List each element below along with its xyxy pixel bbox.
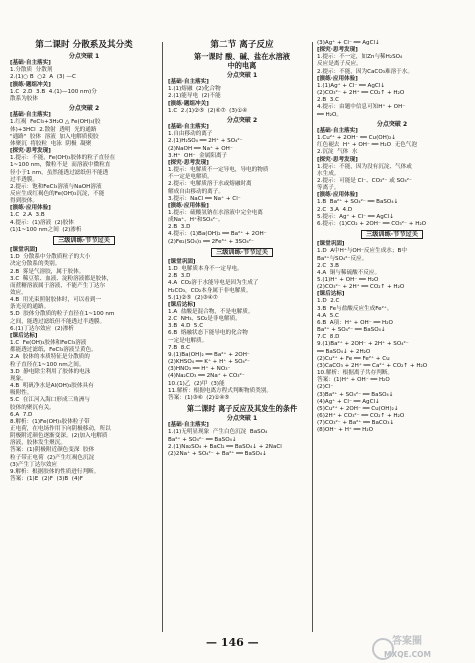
answer-line: 2.提示：可能是 Cl⁻、CO₃²⁻ 或 SO₄²⁻: [317, 177, 412, 184]
section-heading: 分点突破 1: [226, 415, 258, 423]
answer-line: (2)Cu²⁺ + Fe ══ Fe²⁺ + Cu: [317, 355, 390, 362]
answer-line: 红色褪去 H⁺ + OH⁻ ══ H₂O 无色气泡: [317, 142, 417, 149]
answer-line: 2.(1)○ B ○2 A (3) —C: [10, 74, 76, 81]
answer-line: 6.(1)丁达尔效应 (2)渗析: [10, 325, 74, 332]
answer-line: 1~100 nm，微粒不是 而溶液中微粒直: [10, 162, 111, 169]
lesson-title-line-2: 中的电离: [227, 61, 257, 70]
answer-line: 1.提示：电解质不一定导电，导电的物质: [168, 167, 269, 174]
answer-line: 2.C 3.B: [317, 262, 339, 269]
answer-line: 4.B 明矾净水是Al(OH)₃胶体具有: [10, 383, 94, 390]
answer-line: H₂CO₃，CO₂本身属于非电解质。: [168, 287, 252, 294]
answer-line: 2.(1)H₂SO₄ ══ 2H⁺ + SO₄²⁻: [168, 138, 243, 145]
answer-line: 6.B A项：H⁺ + OH⁻ ══ H₂O: [317, 319, 393, 326]
answer-line: 答案：(1)阴极附近颜色变深 胶体: [10, 447, 95, 454]
answer-line: 3.H⁺ OH⁻ 金属阳离子: [168, 152, 228, 159]
answer-line: 10.解析：根据离子共存判断。: [317, 370, 394, 377]
lesson-title: 第二课时 离子反应及其发生的条件: [186, 404, 298, 414]
answer-line: 1.C 2.(1)②⑤ (2)⑥⑦ (3)①④: [168, 107, 248, 114]
watermark-text: 答案圈: [392, 636, 422, 647]
answer-line: 1.(1)熔融 (2)化合物: [168, 86, 221, 93]
page-number: — 146 —: [206, 636, 259, 649]
answer-line: [基础·自主落实]: [10, 60, 51, 67]
answer-line: "通路" 胶体 溶液 加入电解质使胶: [10, 133, 99, 140]
answer-line: 答案：(1)E (2)F (3)B (4)F: [10, 476, 83, 483]
answer-line: 1.自由移动的离子: [168, 131, 213, 138]
answer-line: 胶体的聚沉有关。: [10, 404, 55, 411]
answer-line: 2.沉淀 气体 水: [317, 149, 358, 156]
watermark-url: MXQE.COM: [384, 650, 431, 659]
answer-line: 5.提示：Ag⁺ + Cl⁻ ══ AgCl↓: [317, 213, 394, 220]
answer-line: 三级训练·节节过关: [168, 248, 316, 257]
answer-line: 一定是电解质。: [168, 337, 208, 344]
answer-line: [课后达标]: [317, 291, 345, 298]
answer-line: 2.提示：不能，因为CaCO₃难溶于水。: [317, 68, 413, 75]
answer-line: [基础·自主落实]: [168, 422, 209, 429]
answer-line: (2)KHSO₄ ══ K⁺ + H⁺ + SO₄²⁻: [168, 359, 250, 366]
answer-block: [168, 79, 316, 203]
answer-line: 溶液，胶体发生聚沉。: [10, 440, 66, 447]
answer-line: 1.D 电解质本身不一定导电。: [168, 266, 243, 273]
answer-line: Ba²⁺ + SO₄²⁻ ══ BaSO₄↓: [317, 327, 386, 334]
answer-block: [168, 203, 316, 402]
answer-line: Ba²⁺与SO₄²⁻反应。: [317, 255, 368, 262]
answer-line: 不一定是电解质。: [168, 174, 213, 181]
answer-line: 3.B Fe与盐酸反应生成Fe²⁺。: [317, 305, 393, 312]
section-heading: 分点突破 1: [68, 53, 100, 60]
answer-line: (1)1~100 nm之间 (2)渗析: [10, 226, 82, 233]
answer-line: 5.(1)②⑤ (2)③④⑦: [168, 294, 218, 301]
answer-line: 10.(1)乙 (2)甲 (3)能: [168, 380, 225, 387]
answer-line: 2.B 雾是气溶胶，属于胶体。: [10, 268, 85, 275]
answer-line: 1.(1)Ag⁺ + Cl⁻ ══ AgCl↓: [317, 82, 386, 89]
answer-line: 体)+3HCl 2.散射 透明 光的通路: [10, 126, 97, 133]
lesson-title: 第一课时 酸、碱、盐在水溶液: [194, 52, 290, 61]
answer-line: 1.提示：不能，因为没有沉淀、气体或: [317, 163, 412, 170]
answer-line: 都能透过滤纸，FeCl₃溶液呈黄色。: [10, 347, 97, 354]
answer-line: (2)Fe₂(SO₄)₃ ══ 2Fe³⁺ + 3SO₄²⁻: [168, 238, 254, 245]
answer-line: 6.B 熔融状态下能导电的化合物: [168, 330, 248, 337]
answer-line: 三级训练·节节过关: [317, 230, 467, 239]
answer-line: [探究·思考发现]: [168, 159, 209, 166]
answer-line: 2.C 3.A 4.D: [317, 206, 353, 213]
answer-line: (2)CO₃²⁻ + 2H⁺ ══ CO₂↑ + H₂O: [317, 90, 405, 97]
answer-line: 1.提示：不能，Fe(OH)₃胶体的粒子直径在: [10, 155, 116, 162]
answer-line: 2.B 3.D: [168, 224, 191, 231]
answer-line: 1.红褐 FeCl₃+3H₂O △ Fe(OH)₃(胶: [10, 119, 101, 126]
answer-line: 4.A 铜与稀硫酸不反应。: [317, 269, 381, 276]
answer-line: 11.解析：根据电离方程式判断物质类别。: [168, 387, 272, 394]
answer-line: 9.(1)Ba²⁺ + 2OH⁻ + 2H⁺ + SO₄²⁻: [317, 341, 409, 348]
answer-line: 阴极附近颜色逐渐变深。(2)加入电解质: [10, 433, 108, 440]
answer-line: (5)Cu²⁺ + 2OH⁻ ══ Cu(OH)₂↓: [317, 405, 399, 412]
answer-line: 成Na⁺、H⁺和SO₄²⁻。: [168, 217, 224, 224]
answer-line: (2)2Na⁺ + SO₄²⁻ + Ba²⁺ ══ BaSO₄↓: [168, 450, 267, 457]
lesson-title: 第二课时 分散系及其分类: [35, 40, 133, 50]
answer-line: [探究·思考发现]: [317, 47, 358, 54]
answer-line: 1.提示：不一定，如Zn与稀H₂SO₄: [317, 54, 403, 61]
answer-line: 5.C 在江河入海口形成三角洲与: [10, 397, 90, 404]
answer-line: 2.C NH₃、SO₂是非电解质。: [168, 316, 241, 323]
answer-line: (6)2H⁺ + CO₃²⁻ ══ CO₂↑ + H₂O: [317, 412, 405, 419]
answer-column-2: [168, 40, 316, 458]
answer-line: 2.(1)Na₂SO₄ + BaCl₂ ══ BaSO₄↓ + 2NaCl: [168, 443, 282, 450]
answer-line: (3)产生丁达尔效应: [10, 461, 58, 468]
answer-line: (4)Ag⁺ + Cl⁻ ══ AgCl↓: [317, 398, 380, 405]
answer-line: 6.提示：(1)CO₂ + 2OH⁻ ══ CO₃²⁻ + H₂O: [317, 220, 427, 227]
answer-line: 吸附性。: [10, 390, 33, 397]
answer-line: 2.(1)能导电 (2)不能: [168, 93, 221, 100]
answer-line: 1.(1)无明显现象 产生白色沉淀 BaSO₄: [168, 429, 268, 436]
answer-line: 水生成。: [317, 170, 340, 177]
answer-line: 散系为胶体: [10, 95, 38, 102]
answer-line: 9.(1)Ba(OH)₂ ══ Ba²⁺ + 2OH⁻: [168, 351, 250, 358]
answer-line: Ba²⁺ + SO₄²⁻ ══ BaSO₄↓: [168, 436, 237, 443]
answer-line: 分点突破 2: [68, 105, 100, 113]
answer-line: (3)Ba²⁺ + SO₄²⁻ ══ BaSO₄↓: [317, 391, 394, 398]
answer-line: 2.B 3.D: [168, 273, 191, 280]
answer-line: ══ H₂O。: [317, 111, 342, 118]
answer-line: (2)CO₃²⁻ + 2H⁺ ══ CO₂↑ + H₂O: [317, 284, 405, 291]
answer-block: [317, 40, 467, 192]
answer-line: 9.解析：根据胶体的性质进行判断。: [10, 468, 100, 475]
answer-line: 答案：(1)H⁺ + OH⁻ ══ H₂O: [317, 377, 390, 384]
answer-line: 5.(1)H⁺ + OH⁻ ══ H₂O: [317, 277, 379, 283]
answer-line: 2.提示：电解质溶于水或熔融时离: [168, 181, 252, 188]
answer-line: [课堂巩固]: [168, 258, 196, 265]
answer-line: 3.B 4.D 5.C: [168, 323, 204, 330]
answer-line: 6.A 7.D: [10, 411, 33, 418]
answer-line: 效应。: [10, 290, 27, 296]
answer-line: 现象。: [10, 375, 27, 382]
answer-line: 解成自由移动的离子。: [168, 188, 224, 195]
answer-line: 粒子带正电荷 (2)产生红褐色沉淀: [10, 454, 95, 461]
answer-block: [10, 60, 158, 205]
answer-line: 3.D 静电除尘利用了胶体的电泳: [10, 368, 91, 375]
answer-line: (2)Cl⁻: [317, 384, 334, 391]
answer-line: [演练·题组冲关]: [168, 100, 209, 107]
answer-line: (3)CaCO₃ + 2H⁺ ══ Ca²⁺ + CO₂↑ + H₂O: [317, 362, 428, 369]
answer-line: 三级训练·节节过关: [10, 236, 158, 245]
answer-block: [317, 192, 467, 434]
answer-line: 1.提示：硫酸氢钠在水溶液中完全电离: [168, 209, 263, 216]
answer-line: 4.B 用光束照射胶体时，可以看到一: [10, 297, 102, 304]
answer-line: 而蔗糖溶液属于溶液，不能产生丁达尔: [10, 282, 106, 289]
answer-line: 径小于1 nm，虽然能透过滤纸但不能透: [10, 169, 109, 176]
answer-line: [基础·自主落实]: [317, 127, 358, 134]
answer-line: 4.A CO₂溶于水能导电是因为生成了: [168, 280, 259, 287]
answer-line: (4)Na₂CO₃ ══ 2Na⁺ + CO₃²⁻: [168, 373, 245, 380]
answer-line: (8)OH⁻ + H⁺ ══ H₂O: [317, 427, 374, 434]
answer-line: 之间，能透过滤纸但不能透过半透膜。: [10, 318, 106, 325]
answer-line: 1.A 盐酸是混合物，不是电解质。: [168, 309, 254, 315]
answer-column-3: [317, 40, 467, 434]
answer-column-1: [10, 40, 158, 483]
answer-line: 粒子直径在1~100 nm之间。: [10, 361, 85, 368]
answer-line: [演练·应用体验]: [317, 192, 358, 199]
answer-line: 反应是离子反应。: [317, 61, 362, 68]
answer-line: 1.C Fe(OH)₃胶体和FeCl₃溶液: [10, 340, 87, 347]
answer-line: [课后达标]: [168, 301, 196, 308]
answer-line: 分点突破 2: [376, 120, 408, 128]
answer-line: (3)Ag⁺ + Cl⁻ ══ AgCl↓: [317, 40, 380, 46]
answer-line: (7)CO₃²⁻ + Ba²⁺ ══ BaCO₃↓: [317, 420, 395, 427]
answer-line: 1.D 2.C: [317, 298, 340, 305]
answer-line: (3)HNO₃ ══ H⁺ + NO₃⁻: [168, 366, 231, 373]
answer-line: 1.D A中H⁺与OH⁻反应生成水；B中: [317, 248, 407, 255]
answer-block: [10, 205, 158, 483]
answer-line: [课后达标]: [10, 332, 38, 339]
answer-line: 5.D 胶体分散质的粒子直径在1~100 nm: [10, 311, 115, 318]
answer-line: 正电荷，在电场作用下向阴极移动，所以: [10, 425, 111, 432]
answer-line: (2)NaOH ══ Na⁺ + OH⁻: [168, 145, 233, 152]
answer-line: 3.提示：NaCl ══ Na⁺ + Cl⁻: [168, 195, 241, 202]
answer-line: [演练·应用体验]: [317, 75, 358, 82]
answer-line: 过半透膜。: [10, 176, 38, 183]
answer-line: 1.C 2.D 3.B 4.(1)—100 nm)分: [10, 88, 97, 95]
answer-line: 1.分散质 分散剂: [10, 67, 53, 74]
answer-line: 1.C 2.A 3.B: [10, 212, 45, 219]
answer-line: 2.提示：饱和FeCl₃溶液与NaOH溶液: [10, 183, 102, 190]
answer-line: [探究·思考发现]: [10, 148, 51, 155]
answer-line: [基础·自主落实]: [168, 124, 209, 131]
answer-line: 4.A 5.C: [317, 312, 339, 319]
answer-line: 条光亮的通路。: [10, 304, 50, 311]
answer-line: 8.解析：(1)Fe(OH)₃胶体粒子带: [10, 418, 90, 425]
answer-line: 答案：(1)③⑥ (2)①④⑤: [168, 394, 230, 401]
answer-line: 4.提示：由题中信息可知H⁺ + OH⁻: [317, 104, 406, 111]
answer-line: [演练·题组冲关]: [10, 81, 51, 88]
section-title: 第二节 离子反应: [210, 40, 274, 50]
answer-line: 体聚沉 将胶粒 电泳 阴极 凝聚: [10, 140, 92, 147]
answer-line: [探究·思考发现]: [317, 156, 358, 163]
answer-line: [基础·自主落实]: [168, 79, 209, 86]
answer-line: 反应生成红褐色的Fe(OH)₃沉淀，不能: [10, 190, 105, 197]
answer-line: [课堂巩固]: [10, 247, 38, 254]
answer-line: 7.B 8.C: [168, 344, 190, 351]
answer-line: 1.B Ba²⁺ + SO₄²⁻ ══ BaSO₄↓: [317, 199, 399, 206]
answer-line: 3.C 稀豆浆、血液、淀粉溶液都是胶体，: [10, 275, 113, 282]
answer-block: [168, 422, 316, 458]
answer-line: 分点突破 2: [226, 116, 258, 124]
answer-line: 等离子。: [317, 185, 340, 192]
answer-line: ══ BaSO₄↓ + 2H₂O: [317, 348, 371, 355]
answer-line: 1.Cu²⁺ + 2OH⁻ ══ Cu(OH)₂↓: [317, 135, 396, 142]
answer-line: [演练·应用体验]: [10, 205, 51, 212]
answer-line: [课堂巩固]: [317, 241, 345, 248]
answer-line: [基础·自主落实]: [10, 112, 51, 119]
answer-line: [演练·应用体验]: [168, 202, 209, 209]
section-heading: 分点突破 1: [226, 72, 258, 79]
answer-line: 4.提示：(1)Ba(OH)₂ ══ Ba²⁺ + 2OH⁻: [168, 231, 267, 238]
answer-line: 1.D 分散系中分散质粒子的大小: [10, 254, 91, 261]
answer-line: 4.提示：(1)溶液 (2)胶体: [10, 219, 74, 226]
answer-line: 决定分散系的类别。: [10, 261, 61, 268]
answer-line: 2.A 胶体的本质特征是分散质的: [10, 354, 90, 361]
answer-line: 2.B 3.C: [317, 97, 339, 104]
answer-line: 7.C 8.D: [317, 334, 340, 341]
column-divider: [162, 42, 163, 632]
answer-line: 得到胶体。: [10, 198, 38, 205]
